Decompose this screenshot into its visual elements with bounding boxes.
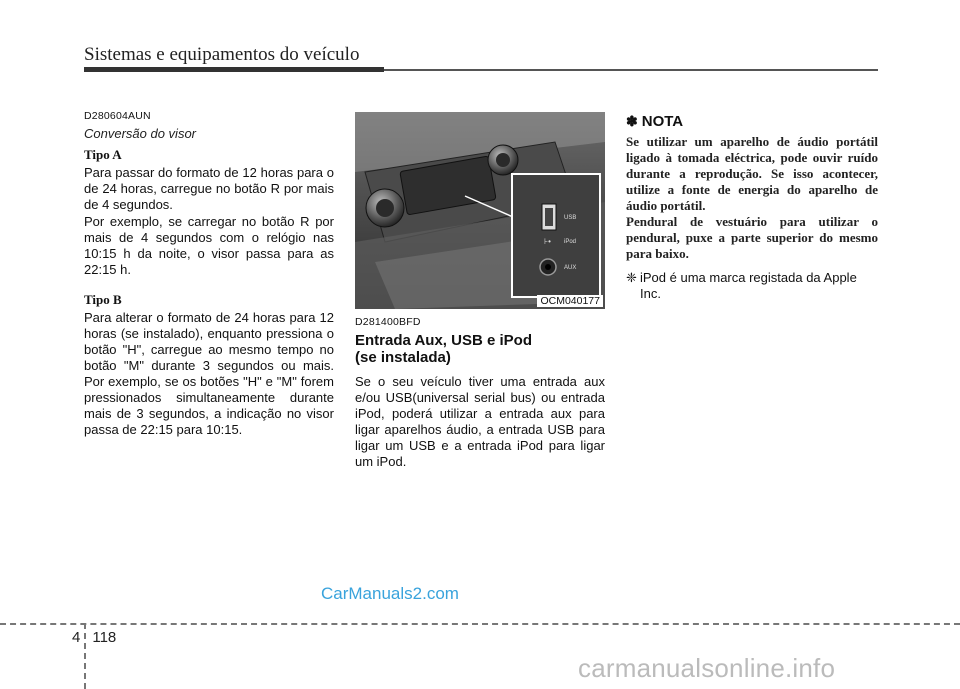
section-number: 4	[72, 629, 81, 646]
page-number	[72, 629, 116, 646]
type-a-heading: Tipo A	[84, 147, 122, 162]
note-heading	[626, 113, 878, 130]
type-b-heading: Tipo B	[84, 292, 122, 307]
paragraph: Por exemplo, se carregar no botão R por mais de 4 segundos com o relógio nas 10:15 h da noite, o visor passa para as 22:15 h.	[84, 214, 334, 277]
watermark-link[interactable]: CarManuals2.com	[321, 584, 459, 603]
column-clock-format	[84, 110, 334, 438]
paragraph: Se o seu veículo tiver uma entrada aux e/ou USB(universal serial bus) ou entrada iPod, poderá utilizar a entrada aux para ligar aparelhos áudio, a entrada USB para ligar um USB e a entrada iPod para ligar um iPod.	[355, 374, 605, 469]
section-code: D280604AUN	[84, 110, 151, 122]
section-subtitle: Conversão do visor	[84, 126, 196, 141]
page-number-value: 118	[92, 629, 117, 646]
trademark-text: iPod é uma marca registada da Apple Inc.	[640, 270, 857, 301]
svg-text:⊦•: ⊦•	[544, 237, 551, 246]
paragraph: Para alterar o formato de 24 horas para 12 horas (se instalado), enquanto pressiona o botão "H", carregue ao mesmo tempo no botão "M" durante 3 segundos ou mais. Por exemplo, se os botões "H" e "M" forem pressionados simultaneamente durante mais de 3 segundos, a indicação no visor passa de 22:15 para 10:15.	[84, 310, 334, 437]
note-paragraph: Se utilizar um aparelho de áudio portátil ligado à tomada eléctrica, pode ouvir ruído durante a reprodução. Se isso acontecer, utilize a fonte de energia do aparelho de áudio portátil.	[626, 134, 878, 213]
asterisk-icon: ✽	[626, 113, 638, 129]
section-heading-line2: (se instalada)	[355, 349, 451, 366]
paragraph: Para passar do formato de 12 horas para o de 24 horas, carregue no botão R por mais de 4 segundos.	[84, 165, 334, 212]
header-rule-thick	[84, 67, 384, 72]
trademark-mark: ❈	[626, 270, 637, 285]
usb-label: USB	[564, 215, 577, 221]
footer-rule	[0, 623, 960, 625]
console-illustration	[355, 112, 605, 309]
section-heading-line1: Entrada Aux, USB e iPod	[355, 332, 532, 349]
aux-label: AUX	[564, 265, 577, 271]
note-title: NOTA	[641, 113, 684, 130]
note-paragraph: Pendural de vestuário para utilizar o pendural, puxe a parte superior do mesmo para baixo.	[626, 214, 878, 261]
column-aux-usb	[355, 316, 605, 470]
section-code: D281400BFD	[355, 316, 421, 328]
header-rule-thin	[384, 69, 878, 71]
trademark-note	[626, 270, 878, 302]
ipod-label: iPod	[564, 239, 577, 245]
figure-code: OCM040177	[537, 295, 603, 307]
section-heading	[355, 332, 605, 366]
column-nota	[626, 113, 878, 302]
footer-watermark: carmanualsonline.info	[578, 653, 836, 683]
aux-usb-ipod-figure	[355, 112, 605, 309]
page-header-title: Sistemas e equipamentos do veículo	[84, 44, 360, 65]
